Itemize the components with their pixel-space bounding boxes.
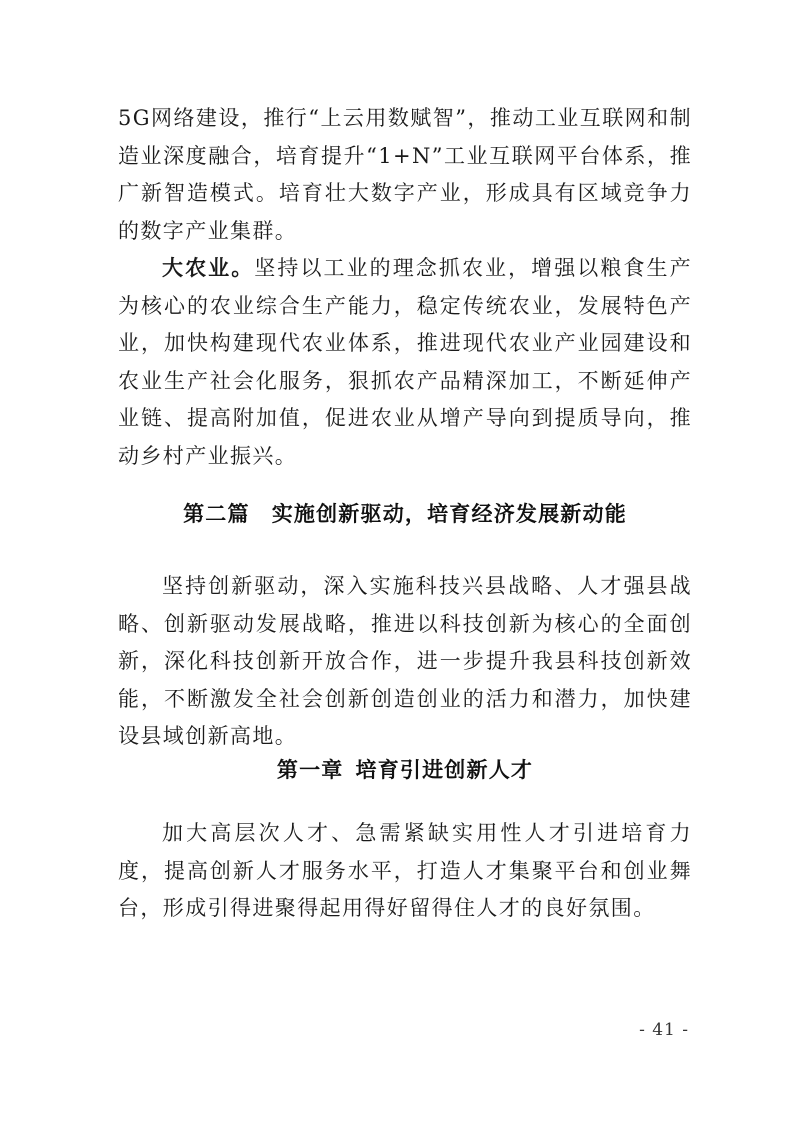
paragraph-agriculture xyxy=(118,250,692,475)
paragraph-innovation: 坚持创新驱动，深入实施科技兴县战略、人才强县战略、创新驱动发展战略，推进以科技创新为核心的全面创新，深化科技创新开放合作，进一步提升我县科技创新效能，不断激发全社会创新创造创业的活力和潜力，加快建设县域创新高地。 xyxy=(118,574,692,748)
chapter-heading xyxy=(118,755,692,785)
chapter-label: 第一章 xyxy=(276,758,344,782)
part-title: 实施创新驱动，培育经济发展新动能 xyxy=(271,502,627,526)
part-label: 第二篇 xyxy=(183,502,250,526)
chapter-title: 培育引进创新人才 xyxy=(355,758,534,782)
page-number: - 41 - xyxy=(639,1020,689,1040)
agriculture-body: 坚持以工业的理念抓农业，增强以粮食生产为核心的农业综合生产能力，稳定传统农业，发展特色产业，加快构建现代农业体系，推进现代农业产业园建设和农业生产社会化服务，狠抓农产品精深加工，不断延伸产业链、提高附加值，促进农业从增产导向到提质导向，推动乡村产业振兴。 xyxy=(118,256,692,468)
agriculture-lead: 大农业。 xyxy=(162,256,255,280)
paragraph-digital-economy: 5G网络建设，推行“上云用数赋智”，推动工业互联网和制造业深度融合，培育提升“1+N”工业互联网平台体系，推广新智造模式。培育壮大数字产业，形成具有区域竞争力的数字产业集群。 xyxy=(118,106,692,243)
paragraph-talent: 加大高层次人才、急需紧缺实用性人才引进培育力度，提高创新人才服务水平，打造人才集聚平台和创业舞台，形成引得进聚得起用得好留得住人才的良好氛围。 xyxy=(118,821,692,920)
part-heading xyxy=(118,499,692,529)
